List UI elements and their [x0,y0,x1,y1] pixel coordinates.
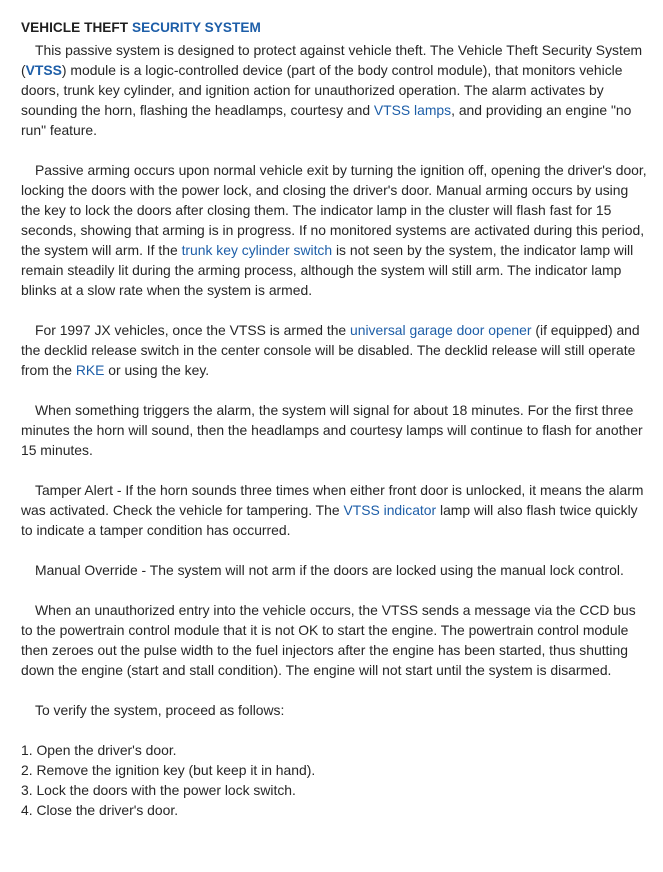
title-prefix: VEHICLE THEFT [21,20,132,35]
text: Passive arming occurs upon normal vehicle exit by turning the ignition off, opening the driver's door, locking the doors with the power lock, and closing the driver's door. Manual arming occurs by using the key to lock the doors after closing them. The indicator lamp in the cluster will flash fast for 15 seconds, showing that arming is in progress. If no monitored systems are activated during this period, the system will arm. If the [21,162,647,258]
text: (if equipped) and the decklid release switch in the center console will be disabled. The decklid release will still operate from the [21,322,640,378]
title-highlight: SECURITY SYSTEM [131,20,261,35]
text: ) module is a logic-controlled device (part of the body control module), that monitors vehicle doors, trunk key cylinder, and ignition action for unauthorized operation. The alarm activates by sounding the horn, flashing the headlamps, courtesy and [21,62,623,118]
vtss-lamps-link[interactable]: VTSS lamps [373,102,452,118]
paragraph-intro [21,40,647,140]
paragraph-manual-override [21,560,647,580]
paragraph-tamper-alert [21,480,647,540]
list-item: 3. Lock the doors with the power lock switch. [21,782,296,798]
paragraph-arming [21,160,647,300]
text: To verify the system, proceed as follows: [35,702,285,718]
list-item: 4. Close the driver's door. [21,802,179,818]
list-item: 1. Open the driver's door. [21,742,177,758]
rke-link[interactable]: RKE [75,362,105,378]
text: For 1997 JX vehicles, once the VTSS is armed the [35,322,351,338]
vtss-abbr: VTSS [25,62,62,78]
universal-garage-door-opener-link[interactable]: universal garage door opener [350,322,532,338]
text: This passive system is designed to protect against vehicle theft. The Vehicle Theft Security System ( [21,42,643,78]
vtss-indicator-link[interactable]: VTSS indicator [343,502,437,518]
text: When something triggers the alarm, the system will signal for about 18 minutes. For the first three minutes the horn will sound, then the headlamps and courtesy lamps will continue to flash for another 15 minutes. [21,402,643,458]
list-item: 2. Remove the ignition key (but keep it in hand). [21,762,316,778]
paragraph-1997-jx [21,320,647,380]
text: , and providing an engine "no run" feature. [21,102,632,138]
text: Manual Override - The system will not arm if the doors are locked using the manual lock control. [35,562,624,578]
text: Tamper Alert - If the horn sounds three times when either front door is unlocked, it means the alarm was activated. Check the vehicle for tampering. The [21,482,644,518]
paragraph-unauthorized-entry [21,600,647,680]
section-title [21,18,647,38]
text: or using the key. [104,362,210,378]
paragraph-alarm-trigger [21,400,647,460]
text: When an unauthorized entry into the vehicle occurs, the VTSS sends a message via the CCD bus to the powertrain control module that it is not OK to start the engine. The powertrain control module then zeroes out the pulse width to the fuel injectors after the engine has been started, thus shutting down the engine (start and stall condition). The engine will not start until the system is disarmed. [21,602,636,678]
verification-steps [21,740,647,820]
trunk-key-cylinder-switch-link[interactable]: trunk key cylinder switch [181,242,333,258]
paragraph-verify-intro [21,700,647,720]
text: lamp will also flash twice quickly to indicate a tamper condition has occurred. [21,502,638,538]
text: is not seen by the system, the indicator lamp will remain steadily lit during the arming process, although the system will still arm. The indicator lamp blinks at a slow rate when the system is armed. [21,242,634,298]
